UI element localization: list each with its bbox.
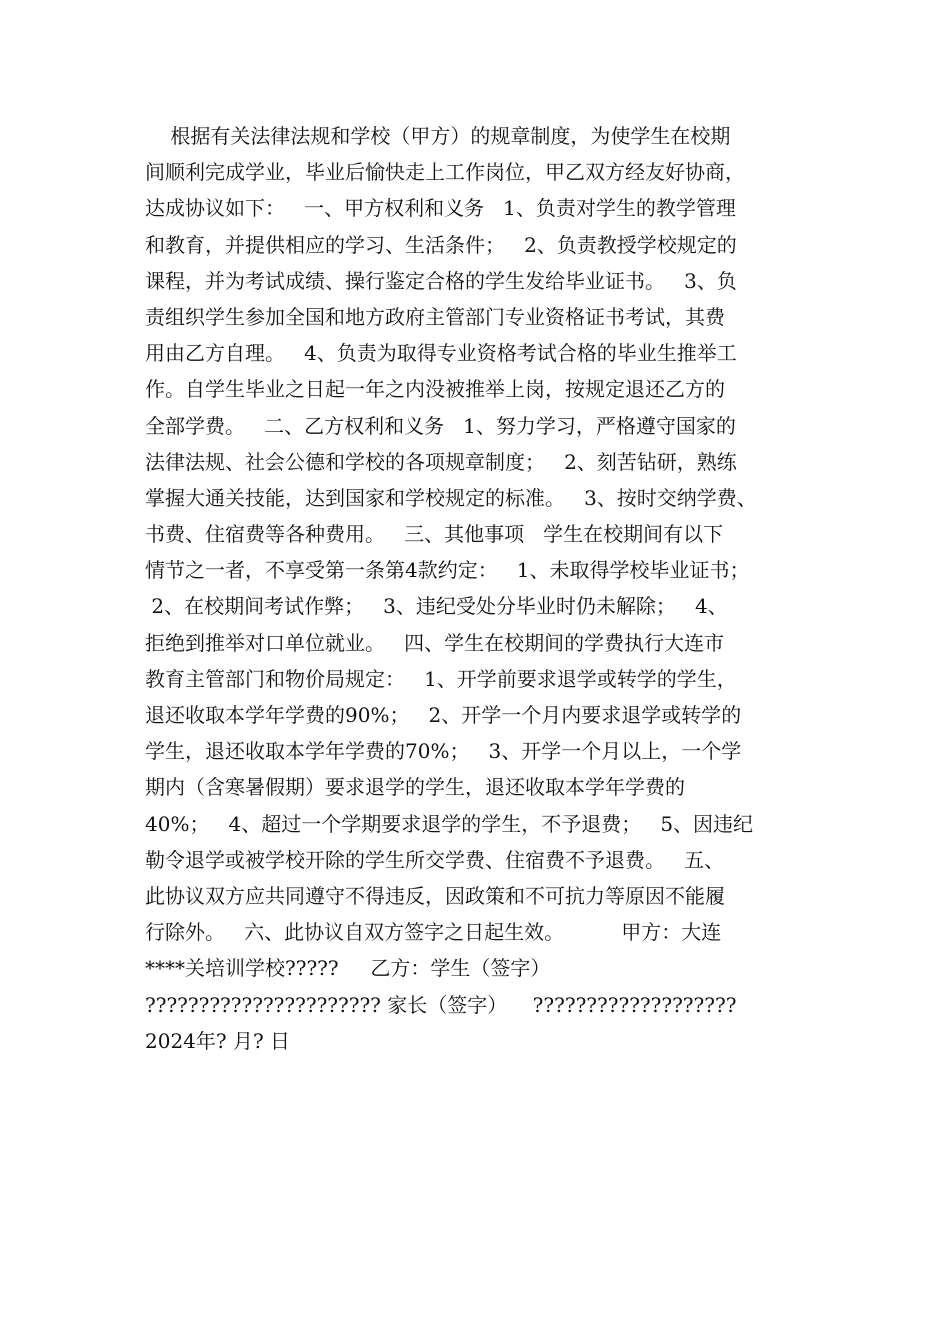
text-line-16: 教育主管部门和物价局规定： 1、开学前要求退学或转学的学生， — [145, 666, 737, 691]
signature-line-parent: ?????????????????????? 家长（签字） ??????????????????? — [145, 992, 737, 1017]
text-line-17: 退还收取本学年学费的90%； 2、开学一个月内要求退学或转学的 — [145, 703, 742, 727]
agreement-body — [145, 118, 825, 1059]
text-line-21: 勒令退学或被学校开除的学生所交学费、住宿费不予退费。 五、 — [145, 847, 725, 872]
text-line-4: 和教育，并提供相应的学习、生活条件； 2、负责教授学校规定的 — [145, 232, 737, 257]
text-line-22: 此协议双方应共同遵守不得违反，因政策和不可抗力等原因不能履 — [145, 883, 725, 908]
text-line-23: 行除外。 六、此协议自双方签字之日起生效。 甲方：大连 — [145, 920, 722, 945]
text-line-15: 拒绝到推举对口单位就业。 四、学生在校期间的学费执行大连市 — [145, 630, 725, 655]
text-line-12: 书费、住宿费等各种费用。 三、其他事项 学生在校期间有以下 — [145, 522, 724, 547]
text-line-11: 掌握大通关技能，达到国家和学校规定的标准。 3、按时交纳学费、 — [145, 485, 757, 510]
text-line-6: 责组织学生参加全国和地方政府主管部门专业资格证书考试，其费 — [145, 304, 725, 329]
signature-line-school: ****关培训学校????? 乙方：学生（签字） — [145, 956, 551, 981]
text-line-7: 用由乙方自理。 4、负责为取得专业资格考试合格的毕业生推举工 — [145, 341, 737, 366]
text-line-19: 期内（含寒暑假期）要求退学的学生，退还收取本学年学费的 — [145, 775, 685, 800]
date-line: 2024年? 月? 日 — [145, 1028, 291, 1053]
text-line-18: 学生，退还收取本学年学费的70%； 3、开学一个月以上，一个学 — [145, 739, 742, 764]
text-line-9: 全部学费。 二、乙方权利和义务 1、努力学习，严格遵守国家的 — [145, 413, 736, 438]
text-line-10: 法律法规、社会公德和学校的各项规章制度； 2、刻苦钻研，熟练 — [145, 449, 737, 474]
text-line-1: 根据有关法律法规和学校（甲方）的规章制度，为使学生在校期 — [145, 124, 731, 148]
text-line-5: 课程，并为考试成绩、操行鉴定合格的学生发给毕业证书。 3、负 — [145, 268, 737, 293]
text-line-8: 作。自学生毕业之日起一年之内没被推举上岗，按规定退还乙方的 — [145, 377, 725, 402]
text-line-13: 情节之一者，不享受第一条第4款约定： 1、未取得学校毕业证书； — [145, 558, 750, 583]
text-line-2: 间顺利完成学业，毕业后愉快走上工作岗位，甲乙双方经友好协商， — [145, 160, 745, 185]
text-line-3: 达成协议如下： 一、甲方权利和义务 1、负责对学生的教学管理 — [145, 196, 736, 221]
text-line-20: 40%； 4、超过一个学期要求退学的学生，不予退费； 5、因违纪 — [145, 811, 754, 836]
text-line-14: 2、在校期间考试作弊； 3、违纪受处分毕业时仍未解除； 4、 — [145, 594, 728, 619]
